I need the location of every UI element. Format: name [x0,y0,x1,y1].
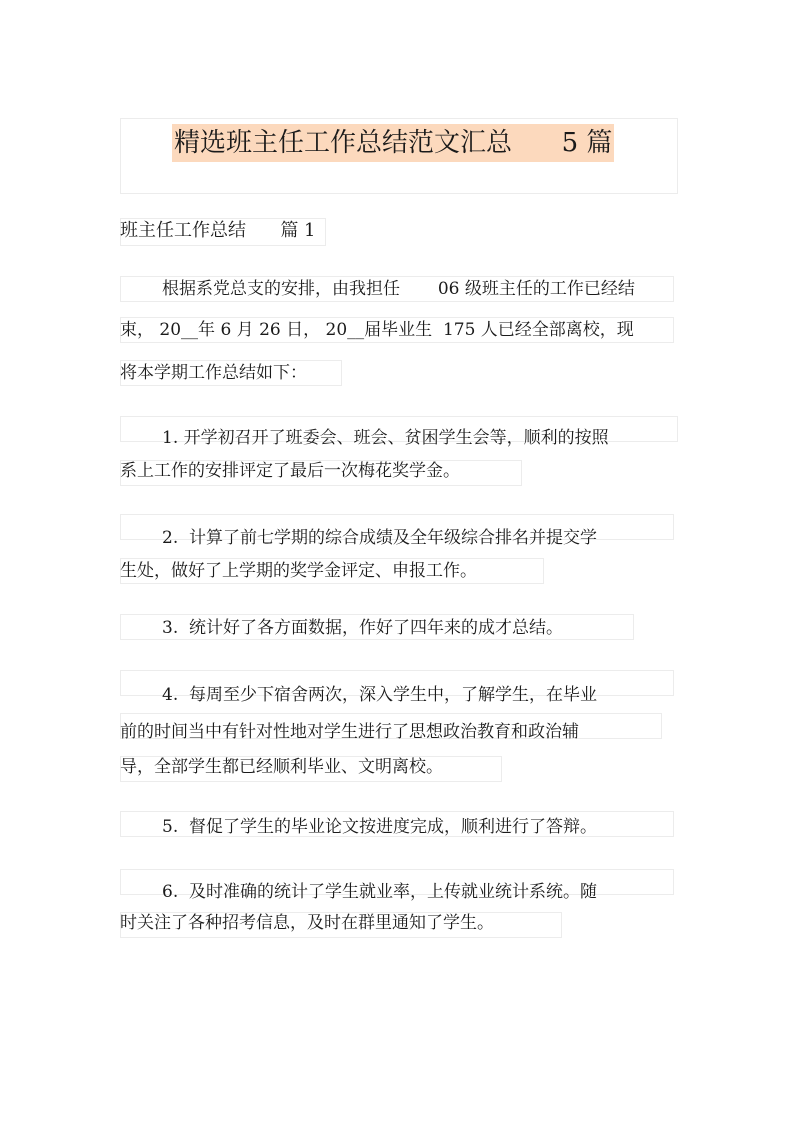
intro-line: 根据系党总支的安排，由我担任 06 级班主任的工作已经结 [162,279,635,299]
list-item-line: 系上工作的安排评定了最后一次梅花奖学金。 [120,461,460,481]
document-title: 精选班主任工作总结范文汇总 5 篇 [172,124,614,162]
section-heading: 班主任工作总结 篇 1 [120,220,316,241]
list-item-line: 4. 每周至少下宿舍两次，深入学生中，了解学生，在毕业 [162,685,598,705]
intro-line: 束， 20__年 6 月 26 日， 20__届毕业生 175 人已经全部离校，现 [120,320,634,340]
list-item-line: 生处，做好了上学期的奖学金评定、申报工作。 [120,561,477,581]
intro-line: 将本学期工作总结如下： [120,363,307,383]
list-item-line: 前的时间当中有针对性地对学生进行了思想政治教育和政治辅 [120,722,579,742]
list-item-line: 3. 统计好了各方面数据，作好了四年来的成才总结。 [162,618,564,638]
list-item-line: 导，全部学生都已经顺利毕业、文明离校。 [120,757,443,777]
list-item-line: 2. 计算了前七学期的综合成绩及全年级综合排名并提交学 [162,528,598,548]
list-item-line: 5. 督促了学生的毕业论文按进度完成，顺利进行了答辩。 [162,817,598,837]
list-item-line: 时关注了各种招考信息，及时在群里通知了学生。 [120,913,494,933]
list-item-line: 6. 及时准确的统计了学生就业率，上传就业统计系统。随 [162,882,598,902]
list-item-line: 1. 开学初召开了班委会、班会、贫困学生会等，顺利的按照 [162,428,609,448]
